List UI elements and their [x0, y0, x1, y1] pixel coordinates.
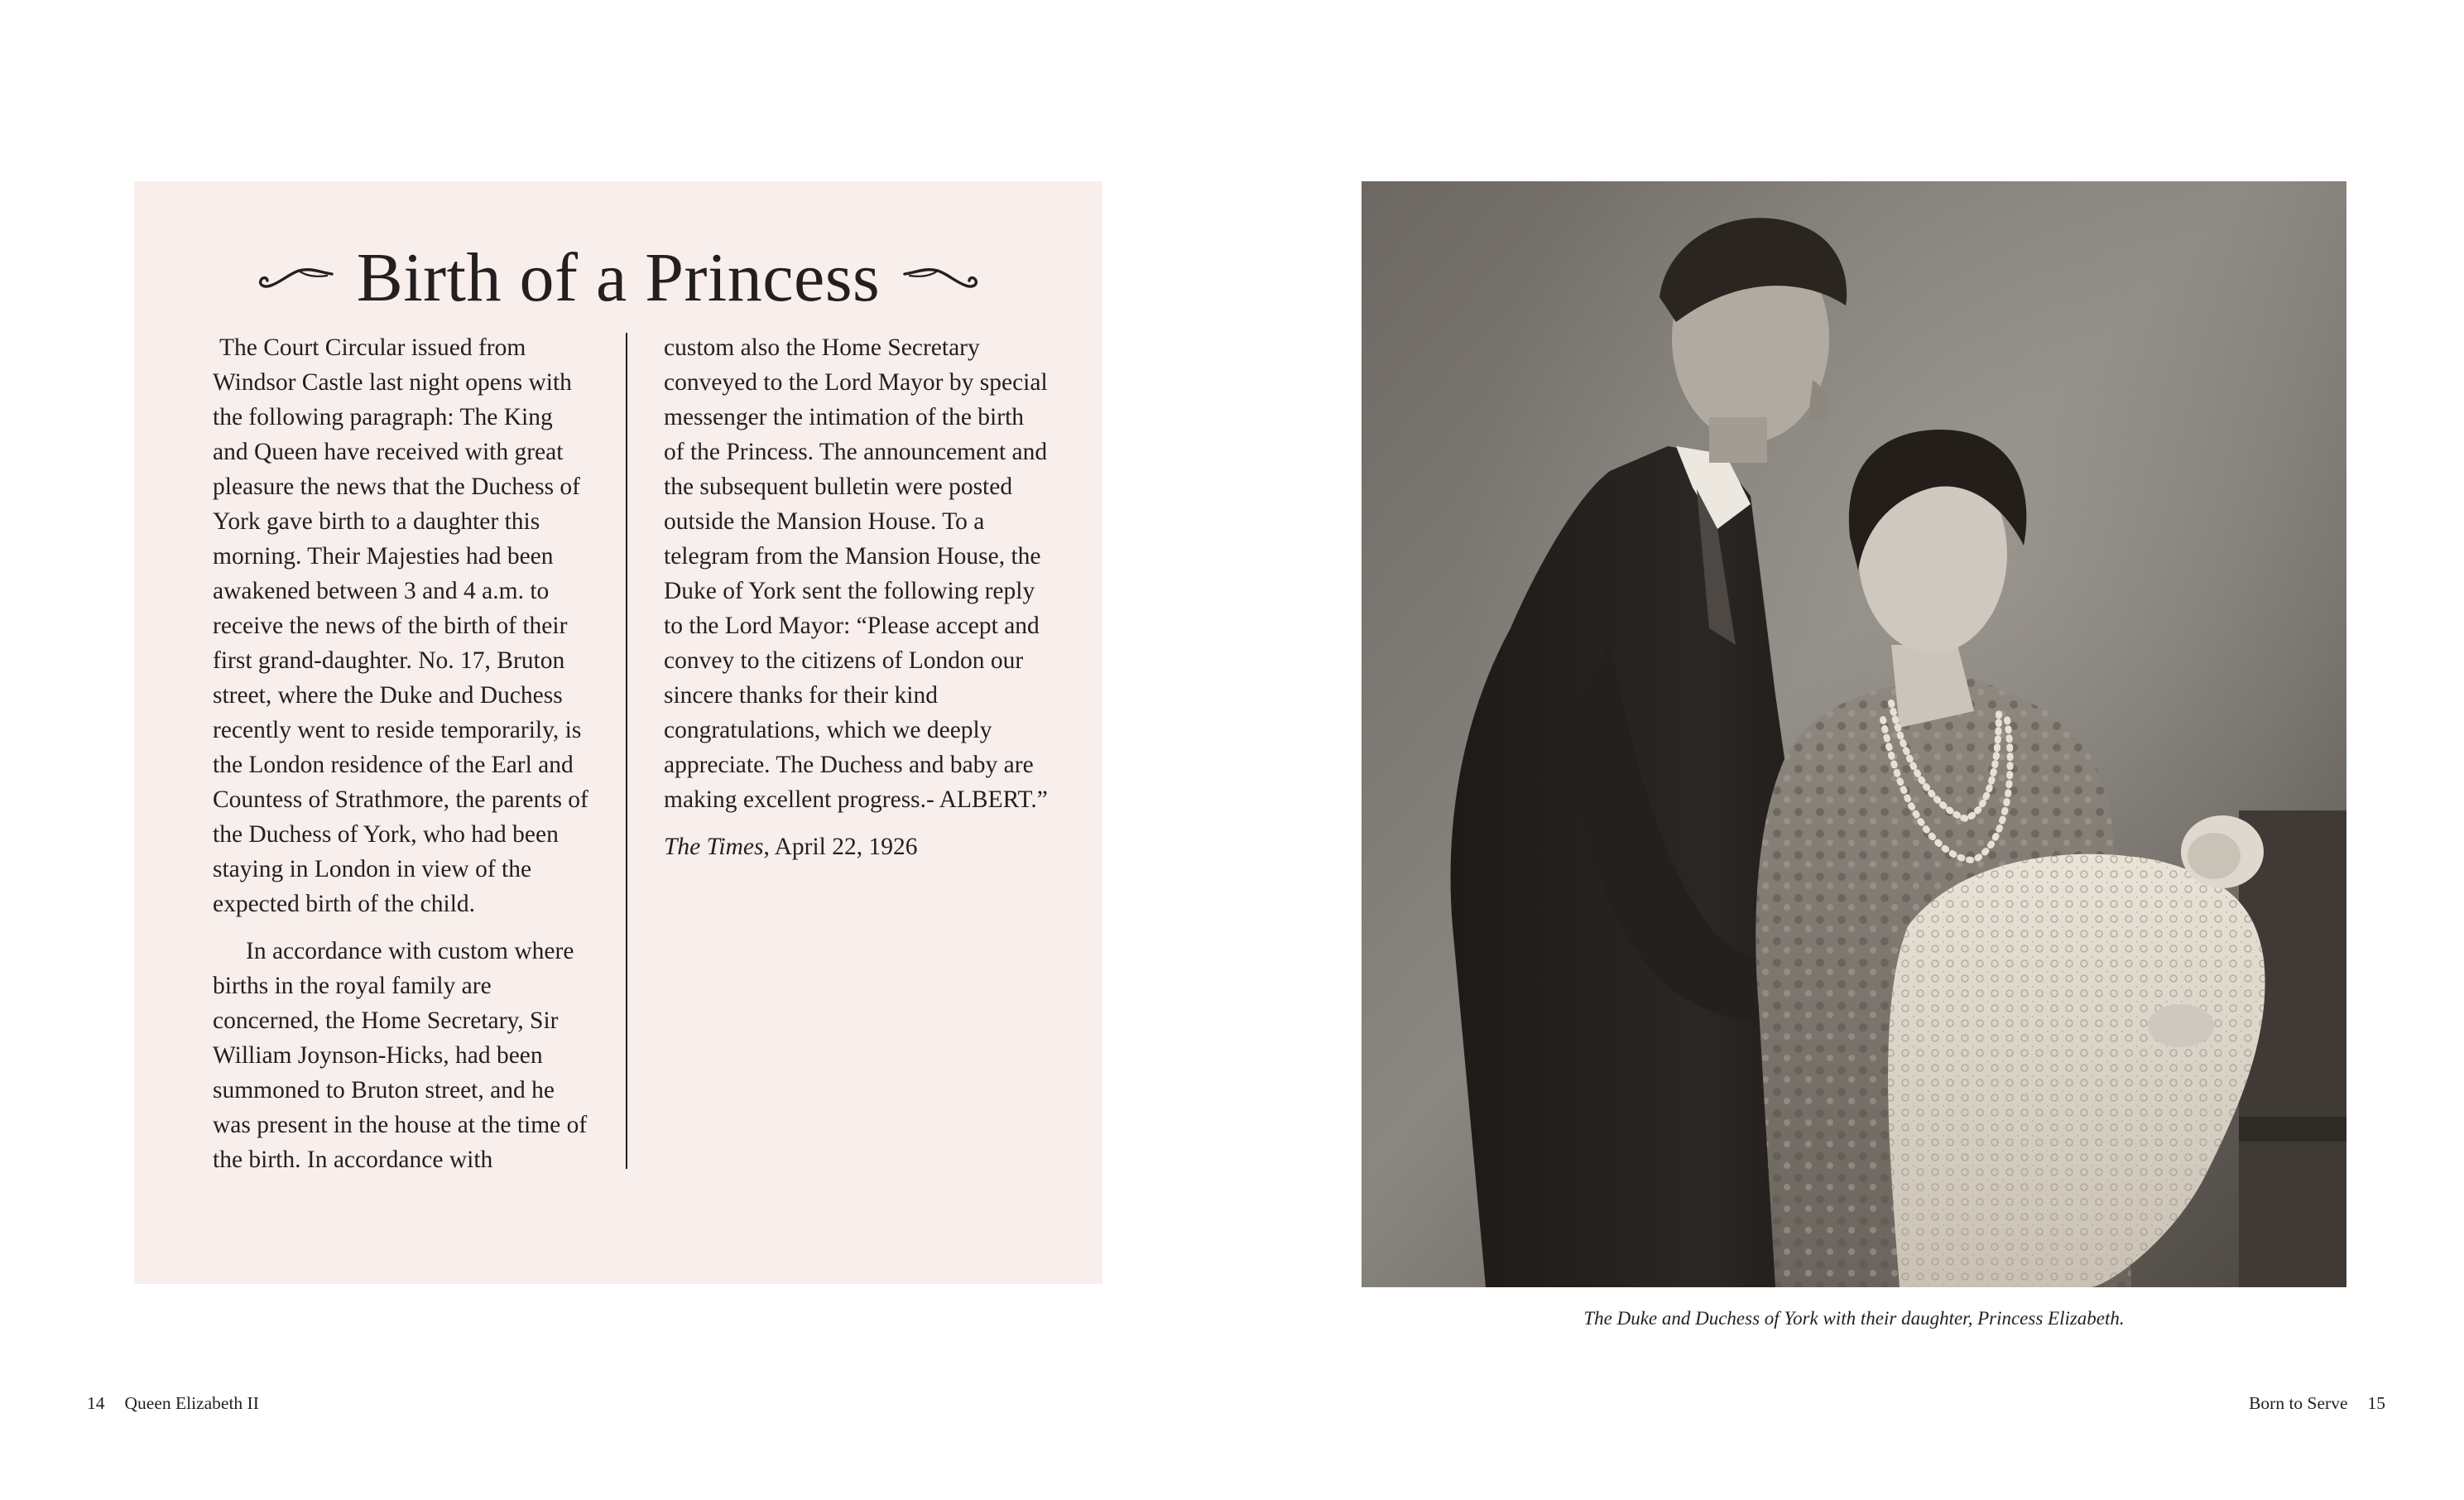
photo-caption: The Duke and Duchess of York with their daughter, Princess Elizabeth.	[1583, 1308, 2125, 1329]
source-date: , April 22, 1926	[763, 834, 918, 860]
sidebar-title: Birth of a Princess	[356, 239, 881, 316]
left-running-head: Queen Elizabeth II	[124, 1393, 259, 1413]
right-page-number: 15	[2367, 1393, 2385, 1413]
paragraph: In accordance with custom where births in the royal family are concerned, the Home Secretary, Sir William Joynson-Hicks, had been summoned to Bruton street, and he was present in the house at the time of the birth. In accordance with	[213, 938, 588, 1173]
column-divider	[626, 333, 627, 1169]
family-photograph	[1362, 181, 2346, 1287]
source-citation	[664, 829, 1049, 864]
paragraph: The Court Circular issued from Windsor Castle last night opens with the following paragraph: The King and Queen have received with great pleasure the news that the Duchess of York gave birth to a daughter this morning. Their Majesties had been awakened between 3 and 4 a.m. to receive the news of the birth of their first grand-daughter. No. 17, Bruton street, where the Duke and Duchess recently went to reside temporarily, is the London residence of the Earl and Countess of Strathmore, the parents of the Duchess of York, who had been staying in London in view of the expected birth of the child.	[213, 334, 588, 917]
sidebar-box	[134, 181, 1102, 1284]
right-folio	[2249, 1393, 2385, 1414]
right-running-head: Born to Serve	[2249, 1393, 2348, 1413]
source-publication: The Times	[664, 834, 764, 860]
left-page-number: 14	[87, 1393, 105, 1413]
left-folio	[87, 1393, 259, 1414]
sidebar-column-left	[213, 330, 593, 1190]
paragraph: custom also the Home Secretary conveyed to the Lord Mayor by special messenger the intimation of the birth of the Princess. The announcement and the subsequent bulletin were posted outside the Mansion House. To a telegram from the Mansion House, the Duke of York sent the following reply to the Lord Mayor: “Please accept and convey to the citizens of London our sincere thanks for their kind congratulations, which we deeply appreciate. The Duchess and baby are making excellent progress.- ALBERT.”	[664, 334, 1048, 813]
right-flourish-ornament	[901, 259, 981, 297]
left-flourish-ornament	[256, 259, 335, 297]
title-row	[134, 233, 1102, 324]
sidebar-column-right	[664, 330, 1049, 877]
